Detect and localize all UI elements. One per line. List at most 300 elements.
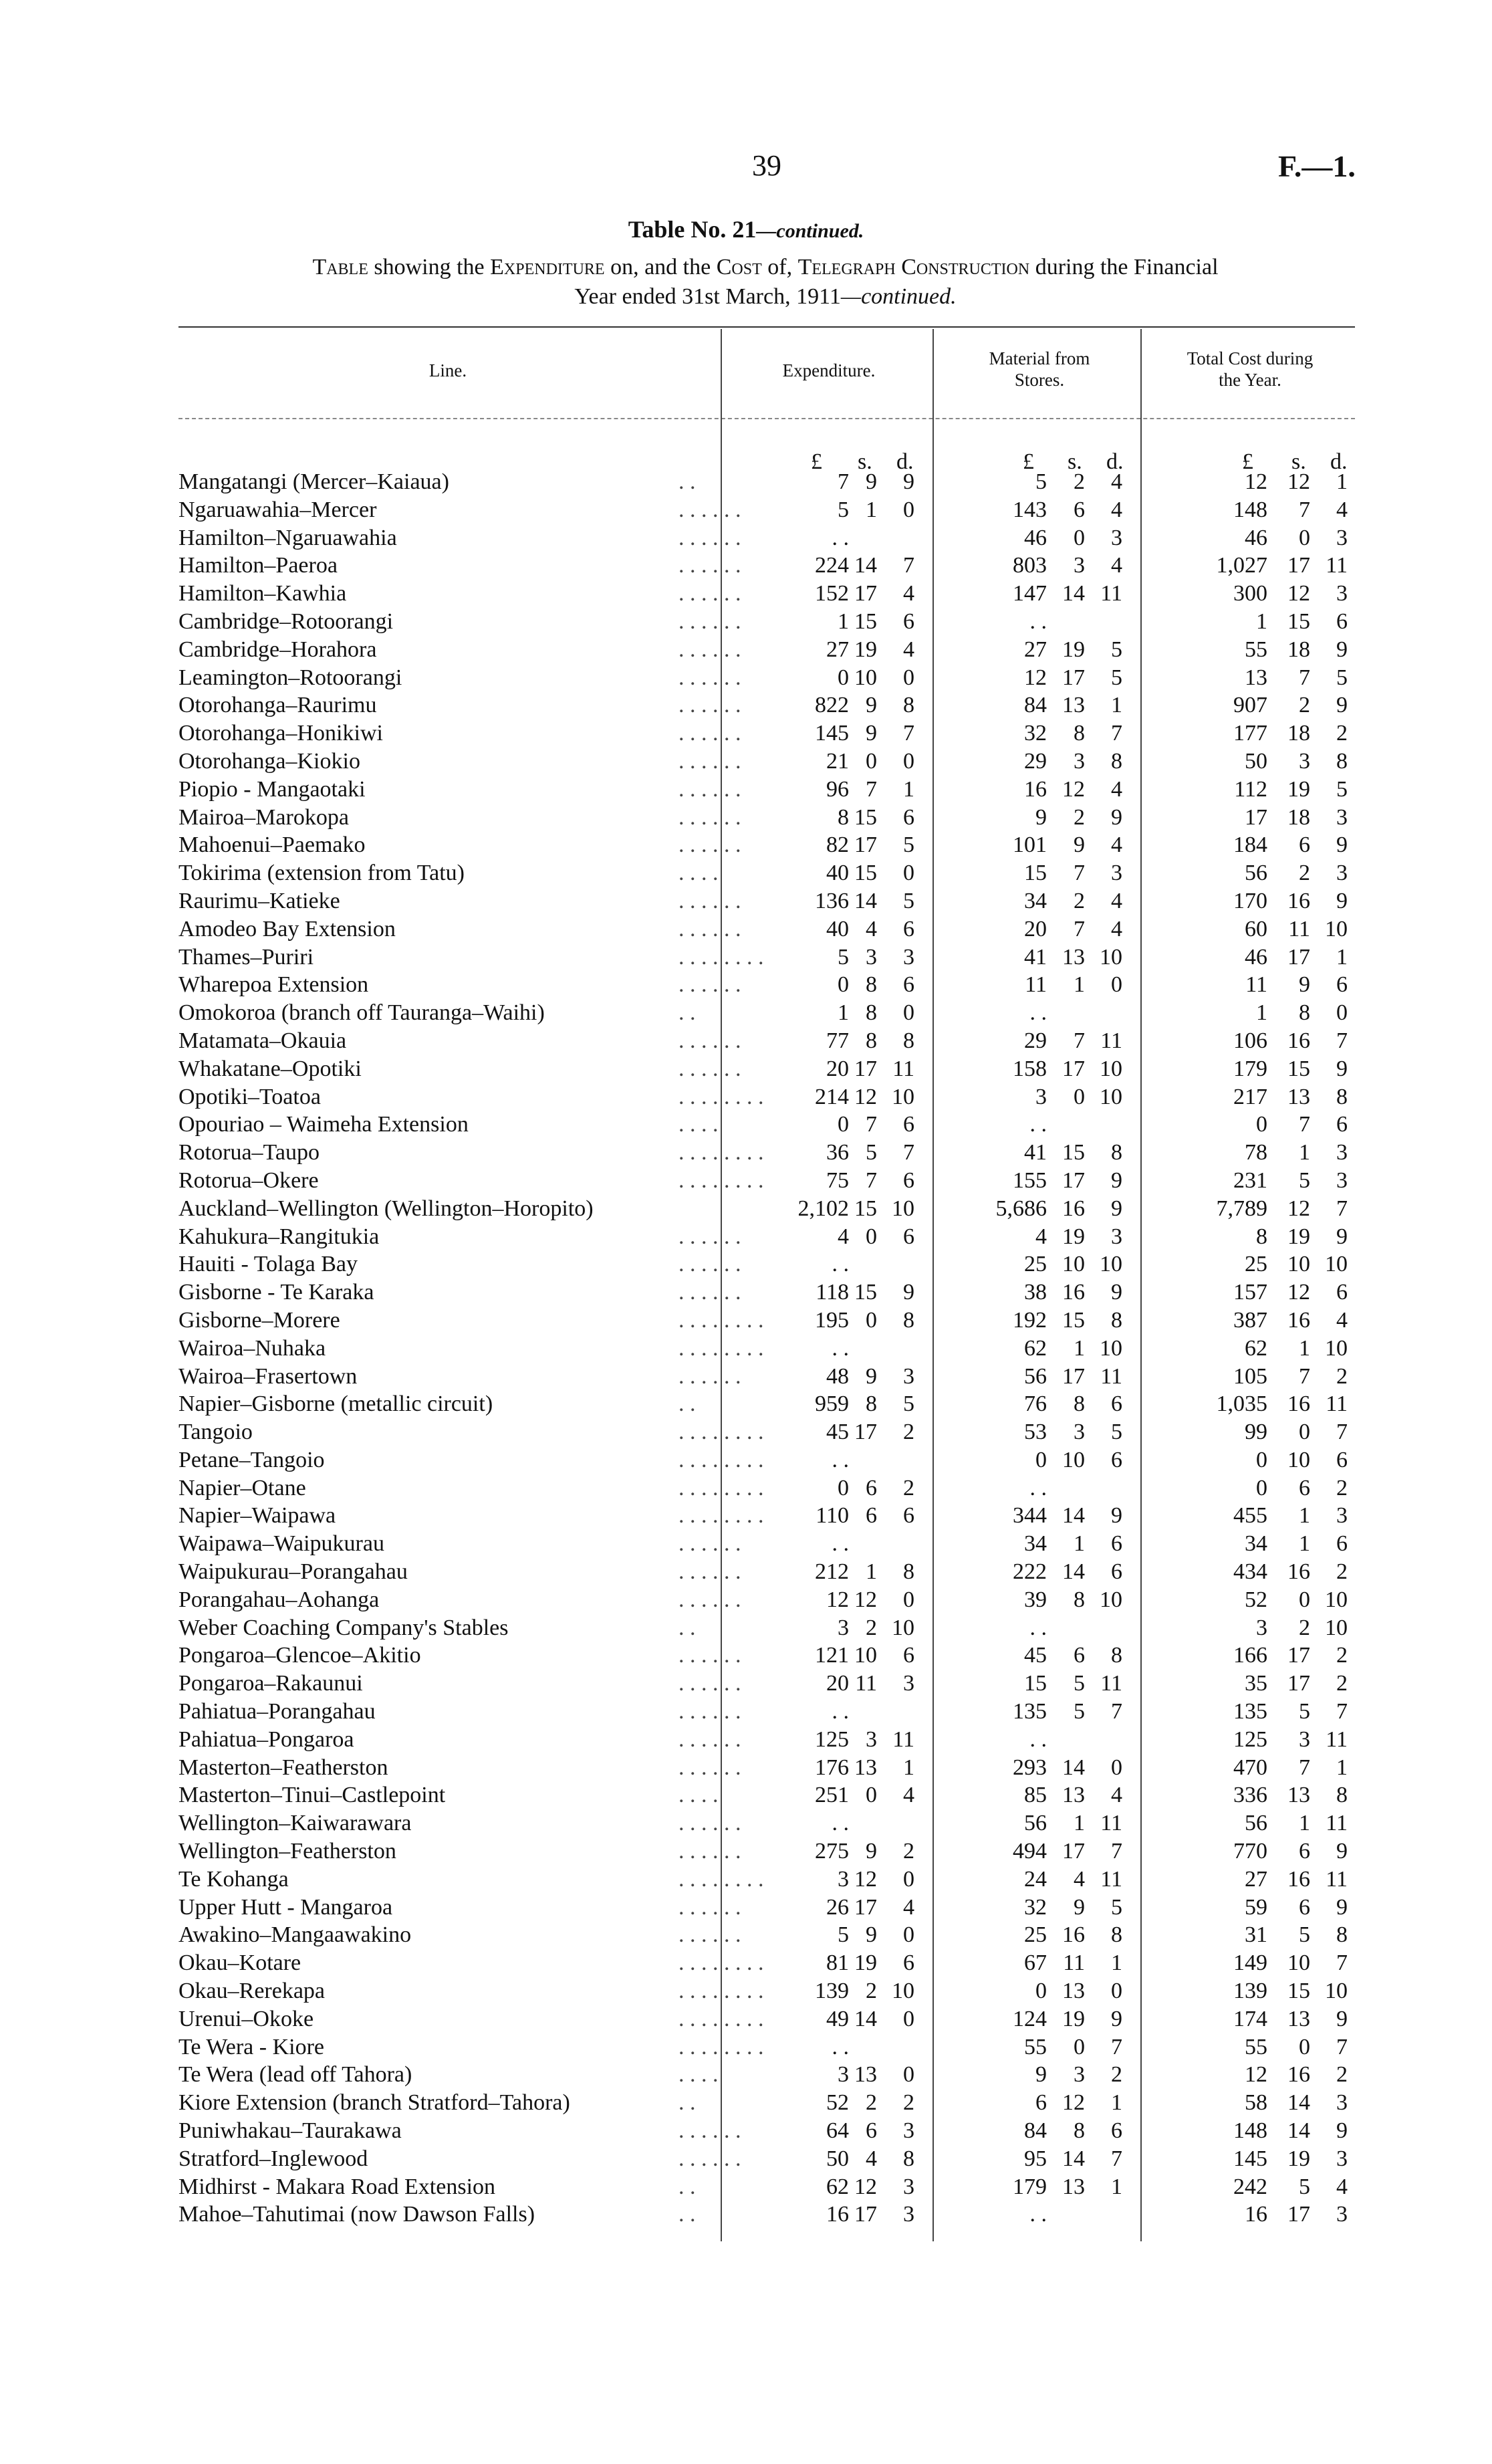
expenditure-pence: 3 (903, 2118, 914, 2144)
expenditure-pounds: 118 (816, 1280, 849, 1305)
expenditure-shillings: 15 (854, 1280, 877, 1305)
total-shillings: 1 (1299, 1531, 1310, 1557)
material-pounds: . . (1029, 1726, 1047, 1752)
leader-dots: . . . . . . . . (678, 2034, 764, 2059)
total-pence: 2 (1336, 721, 1348, 746)
currency-pence: d. (896, 449, 914, 474)
material-pounds: 29 (1024, 1028, 1047, 1053)
total-pounds: 1 (1256, 608, 1267, 634)
leader-dots: . . . . . . (678, 553, 741, 578)
expenditure-pence: 0 (903, 1000, 914, 1026)
line-name: Weber Coaching Company's Stables (178, 1615, 509, 1640)
expenditure-pence: 6 (903, 1112, 914, 1137)
total-pence: 9 (1336, 1056, 1348, 1081)
total-pence: 7 (1336, 1699, 1348, 1724)
expenditure-shillings: 7 (866, 1112, 877, 1137)
material-pounds: 39 (1024, 1587, 1047, 1612)
expenditure-pounds: 1 (838, 608, 849, 634)
expenditure-shillings: 1 (866, 497, 877, 522)
total-pence: 8 (1336, 1922, 1348, 1948)
total-shillings: 10 (1287, 1252, 1310, 1277)
line-name: Te Wera - Kiore (178, 2034, 324, 2059)
table-row (0, 636, 1492, 664)
total-pence: 3 (1336, 861, 1348, 886)
total-pence: 2 (1336, 1363, 1348, 1389)
total-pence: 6 (1336, 1280, 1348, 1305)
total-shillings: 6 (1299, 832, 1310, 858)
total-pence: 11 (1326, 1811, 1348, 1836)
material-pounds: 3 (1035, 1084, 1047, 1109)
heading-part: Table (312, 255, 368, 279)
material-shillings: 11 (1063, 1950, 1085, 1976)
column-header-material (943, 348, 1136, 390)
expenditure-pence: 7 (903, 721, 914, 746)
material-pounds: 192 (1013, 1307, 1047, 1333)
expenditure-shillings: 17 (854, 1056, 877, 1081)
leader-dots: . . . . (678, 1112, 719, 1137)
line-name: Petane–Tangoio (178, 1447, 325, 1472)
leader-dots: . . . . . . . . (678, 1167, 764, 1193)
material-pounds: 27 (1024, 637, 1047, 662)
expenditure-pence: 4 (903, 1894, 914, 1920)
total-pence: 9 (1336, 693, 1348, 718)
material-pounds: 32 (1024, 721, 1047, 746)
total-pence: 9 (1336, 2118, 1348, 2144)
material-shillings: 14 (1062, 1559, 1085, 1585)
line-name: Mangatangi (Mercer–Kaiaua) (178, 469, 449, 494)
expenditure-pounds: 5 (838, 944, 849, 970)
currency-shillings: s. (1068, 449, 1082, 474)
line-name: Auckland–Wellington (Wellington–Horopito) (178, 1196, 594, 1221)
material-shillings: 4 (1074, 1866, 1085, 1892)
heading-part: during the Financial (1029, 255, 1219, 279)
expenditure-pence: 11 (892, 1726, 914, 1752)
leader-dots: . . (678, 469, 696, 494)
leader-dots: . . . . . . (678, 1280, 741, 1305)
line-name: Hamilton–Ngaruawahia (178, 525, 397, 550)
expenditure-shillings: 9 (866, 469, 877, 494)
table-row (0, 1642, 1492, 1670)
total-pence: 11 (1326, 1726, 1348, 1752)
expenditure-shillings: 8 (866, 1000, 877, 1026)
expenditure-pence: 9 (903, 469, 914, 494)
line-name: Mahoenui–Paemako (178, 832, 366, 858)
material-pounds: 143 (1013, 497, 1047, 522)
leader-dots: . . . . . . (678, 1559, 741, 1585)
expenditure-pounds: 251 (815, 1783, 849, 1808)
expenditure-pence: 0 (903, 1587, 914, 1612)
total-pounds: 35 (1245, 1671, 1267, 1696)
total-pence: 3 (1336, 2202, 1348, 2227)
expenditure-pounds: . . (832, 2034, 849, 2059)
line-name: Masterton–Featherston (178, 1755, 388, 1780)
expenditure-pounds: 3 (838, 1615, 849, 1640)
leader-dots: . . . . . . (678, 1028, 741, 1053)
total-shillings: 14 (1287, 2090, 1310, 2116)
material-pence: 5 (1111, 1420, 1122, 1445)
material-pounds: 12 (1024, 665, 1047, 690)
leader-dots: . . . . . . (678, 888, 741, 913)
table-row (0, 1781, 1492, 1809)
table-row (0, 2033, 1492, 2061)
total-shillings: 11 (1288, 916, 1310, 941)
leader-dots: . . . . . . . . (678, 1335, 764, 1361)
expenditure-pounds: 3 (838, 2062, 849, 2088)
leader-dots: . . . . (678, 861, 719, 886)
material-shillings: 9 (1074, 1894, 1085, 1920)
expenditure-pounds: 45 (826, 1420, 849, 1445)
material-pounds: . . (1029, 1000, 1047, 1026)
total-pence: 2 (1336, 1643, 1348, 1668)
currency-pound: £ (811, 449, 822, 474)
total-pounds: 99 (1245, 1420, 1267, 1445)
material-pounds: . . (1029, 1475, 1047, 1500)
expenditure-pence: 2 (903, 1839, 914, 1864)
total-pounds: 12 (1245, 2062, 1267, 2088)
line-name: Okau–Kotare (178, 1950, 301, 1976)
table-row (0, 552, 1492, 580)
table-row (0, 748, 1492, 776)
total-shillings: 1 (1299, 1811, 1310, 1836)
total-pence: 9 (1336, 1224, 1348, 1249)
expenditure-shillings: 12 (854, 1587, 877, 1612)
material-shillings: 6 (1074, 497, 1085, 522)
table-row (0, 1809, 1492, 1837)
table-row (0, 999, 1492, 1027)
total-shillings: 19 (1287, 1224, 1310, 1249)
material-pence: 9 (1111, 1503, 1122, 1529)
expenditure-shillings: 2 (866, 2090, 877, 2116)
expenditure-pounds: 52 (826, 2090, 849, 2116)
material-shillings: 13 (1062, 693, 1085, 718)
material-pounds: 16 (1024, 776, 1047, 802)
material-pounds: 29 (1024, 748, 1047, 774)
expenditure-pounds: 82 (826, 832, 849, 858)
line-name: Whakatane–Opotiki (178, 1056, 362, 1081)
total-shillings: 16 (1287, 1866, 1310, 1892)
expenditure-shillings: 13 (854, 2062, 877, 2088)
total-shillings: 18 (1287, 804, 1310, 830)
expenditure-pounds: 959 (815, 1391, 849, 1417)
table-row (0, 1139, 1492, 1167)
material-shillings: 17 (1062, 1363, 1085, 1389)
total-shillings: 6 (1299, 1839, 1310, 1864)
total-pence: 8 (1336, 748, 1348, 774)
expenditure-shillings: 7 (866, 776, 877, 802)
expenditure-shillings: 6 (866, 1503, 877, 1529)
leader-dots: . . . . (678, 1783, 719, 1808)
line-name: Gisborne - Te Karaka (178, 1280, 374, 1305)
table-title-suffix: —continued. (756, 220, 864, 242)
expenditure-pence: 3 (903, 2202, 914, 2227)
expenditure-pence: 2 (903, 1475, 914, 1500)
heading-part: on, and the (604, 255, 717, 279)
expenditure-shillings: 5 (866, 1140, 877, 1165)
material-pence: 4 (1111, 832, 1122, 858)
expenditure-pounds: 822 (815, 693, 849, 718)
leader-dots: . . . . . . (678, 804, 741, 830)
leader-dots: . . . . . . . . (678, 1084, 764, 1109)
total-shillings: 19 (1287, 2146, 1310, 2171)
line-name: Upper Hutt - Mangaroa (178, 1894, 393, 1920)
total-pounds: 112 (1234, 776, 1267, 802)
expenditure-pence: 0 (903, 861, 914, 886)
table-row (0, 1055, 1492, 1083)
material-shillings: 0 (1074, 525, 1085, 550)
table-row (0, 1726, 1492, 1754)
total-pounds: 1 (1256, 1000, 1267, 1026)
material-pounds: 293 (1013, 1755, 1047, 1780)
material-pounds: 76 (1024, 1391, 1047, 1417)
expenditure-pence: 0 (903, 1866, 914, 1892)
expenditure-shillings: 17 (854, 2202, 877, 2227)
material-shillings: 3 (1074, 1420, 1085, 1445)
material-shillings: 7 (1074, 1028, 1085, 1053)
line-name: Cambridge–Rotoorangi (178, 608, 394, 634)
expenditure-pence: 3 (903, 1363, 914, 1389)
expenditure-pounds: . . (832, 1252, 849, 1277)
leader-dots: . . . . . . . . (678, 1447, 764, 1472)
expenditure-pounds: 77 (826, 1028, 849, 1053)
table-row (0, 887, 1492, 915)
material-shillings: 10 (1062, 1252, 1085, 1277)
leader-dots: . . . . . . (678, 721, 741, 746)
expenditure-pounds: 49 (826, 2006, 849, 2031)
line-name: Wellington–Kaiwarawara (178, 1811, 412, 1836)
line-name: Pahiatua–Pongaroa (178, 1726, 354, 1752)
material-pence: 4 (1111, 776, 1122, 802)
expenditure-pounds: 3 (838, 1866, 849, 1892)
material-pounds: 56 (1024, 1811, 1047, 1836)
leader-dots: . . . . . . . . (678, 1979, 764, 2004)
total-shillings: 12 (1287, 1196, 1310, 1221)
line-name: Gisborne–Morere (178, 1307, 340, 1333)
expenditure-pounds: 136 (815, 888, 849, 913)
total-shillings: 17 (1287, 553, 1310, 578)
expenditure-pence: 10 (892, 1196, 914, 1221)
expenditure-pounds: . . (832, 1335, 849, 1361)
currency-pound: £ (1023, 449, 1034, 474)
line-name: Te Wera (lead off Tahora) (178, 2062, 412, 2088)
total-pounds: 31 (1245, 1922, 1267, 1948)
line-name: Mairoa–Marokopa (178, 804, 349, 830)
expenditure-pence: 6 (903, 916, 914, 941)
expenditure-pounds: . . (832, 1699, 849, 1724)
table-row (0, 1698, 1492, 1726)
material-pence: 10 (1100, 1335, 1122, 1361)
total-pence: 11 (1326, 1866, 1348, 1892)
table-row (0, 1418, 1492, 1446)
expenditure-shillings: 8 (866, 972, 877, 998)
material-pence: 9 (1111, 1280, 1122, 1305)
table-row (0, 1027, 1492, 1055)
total-shillings: 0 (1299, 1587, 1310, 1612)
line-name: Porangahau–Aohanga (178, 1587, 380, 1612)
expenditure-pence: 9 (903, 1280, 914, 1305)
total-shillings: 18 (1287, 721, 1310, 746)
line-name: Omokoroa (branch off Tauranga–Waihi) (178, 1000, 545, 1026)
expenditure-pence: 0 (903, 497, 914, 522)
material-pence: 0 (1111, 972, 1122, 998)
total-shillings: 13 (1287, 2006, 1310, 2031)
total-pounds: 434 (1233, 1559, 1267, 1585)
total-pence: 9 (1336, 2006, 1348, 2031)
material-shillings: 9 (1074, 832, 1085, 858)
total-pounds: 1,027 (1216, 553, 1267, 578)
total-pence: 0 (1336, 1000, 1348, 1026)
expenditure-pounds: 40 (826, 916, 849, 941)
total-pence: 10 (1325, 1979, 1348, 2004)
expenditure-shillings: 14 (854, 553, 877, 578)
total-pence: 2 (1336, 2062, 1348, 2088)
expenditure-pence: 0 (903, 665, 914, 690)
expenditure-pence: 2 (903, 2090, 914, 2116)
material-shillings: 16 (1062, 1280, 1085, 1305)
material-shillings: 1 (1074, 972, 1085, 998)
material-pounds: 4 (1035, 1224, 1047, 1249)
header-text: Material from (989, 348, 1090, 368)
expenditure-pence: 11 (892, 1056, 914, 1081)
expenditure-shillings: 0 (866, 1783, 877, 1808)
total-shillings: 17 (1287, 2202, 1310, 2227)
table-row (0, 468, 1492, 496)
column-header-total (1146, 348, 1354, 390)
table-row (0, 859, 1492, 887)
total-pence: 3 (1336, 804, 1348, 830)
total-shillings: 8 (1299, 1000, 1310, 1026)
total-pounds: 50 (1245, 748, 1267, 774)
table-row (0, 1586, 1492, 1614)
expenditure-pounds: 48 (826, 1363, 849, 1389)
material-pence: 7 (1111, 1699, 1122, 1724)
expenditure-shillings: 9 (866, 1363, 877, 1389)
total-pence: 7 (1336, 1420, 1348, 1445)
material-pounds: 11 (1025, 972, 1047, 998)
line-name: Okau–Rerekapa (178, 1979, 326, 2004)
table-row (0, 1111, 1492, 1139)
line-name: Stratford–Inglewood (178, 2146, 368, 2171)
expenditure-pounds: 20 (826, 1056, 849, 1081)
total-pounds: 106 (1233, 1028, 1267, 1053)
material-pence: 3 (1111, 525, 1122, 550)
expenditure-pence: 3 (903, 1671, 914, 1696)
expenditure-pounds: . . (832, 1531, 849, 1557)
material-shillings: 6 (1074, 1643, 1085, 1668)
leader-dots: . . . . . . (678, 1755, 741, 1780)
total-pounds: 55 (1245, 637, 1267, 662)
total-pounds: 177 (1233, 721, 1267, 746)
table-row (0, 915, 1492, 943)
total-shillings: 2 (1299, 693, 1310, 718)
total-shillings: 12 (1287, 1280, 1310, 1305)
material-pence: 8 (1111, 1922, 1122, 1948)
material-shillings: 10 (1062, 1447, 1085, 1472)
total-pounds: 455 (1233, 1503, 1267, 1529)
leader-dots: . . . . . . (678, 1894, 741, 1920)
expenditure-pence: 6 (903, 1224, 914, 1249)
heading-part: —continued. (840, 284, 957, 309)
expenditure-pence: 1 (903, 776, 914, 802)
total-shillings: 16 (1287, 2062, 1310, 2088)
expenditure-shillings: 9 (866, 721, 877, 746)
material-shillings: 1 (1074, 1335, 1085, 1361)
line-name: Puniwhakau–Taurakawa (178, 2118, 402, 2144)
total-pounds: 179 (1233, 1056, 1267, 1081)
total-pounds: 148 (1233, 2118, 1267, 2144)
expenditure-pounds: 212 (815, 1559, 849, 1585)
line-name: Pahiatua–Porangahau (178, 1699, 376, 1724)
material-shillings: 17 (1062, 1056, 1085, 1081)
expenditure-pence: 6 (903, 804, 914, 830)
expenditure-shillings: 12 (854, 1866, 877, 1892)
expenditure-pence: 1 (903, 1755, 914, 1780)
expenditure-pounds: 12 (826, 1587, 849, 1612)
material-pounds: 803 (1013, 553, 1047, 578)
expenditure-pounds: 0 (838, 972, 849, 998)
expenditure-pence: 0 (903, 2062, 914, 2088)
table-title-text: Table No. 21 (628, 216, 757, 243)
expenditure-pounds: 27 (826, 637, 849, 662)
material-pounds: 53 (1024, 1420, 1047, 1445)
leader-dots: . . . . . . (678, 693, 741, 718)
material-shillings: 3 (1074, 553, 1085, 578)
total-shillings: 13 (1287, 1783, 1310, 1808)
material-shillings: 3 (1074, 748, 1085, 774)
material-pence: 10 (1100, 1252, 1122, 1277)
column-header-line: Line. (428, 360, 467, 380)
total-pence: 5 (1336, 776, 1348, 802)
material-pounds: 344 (1013, 1503, 1047, 1529)
total-pence: 3 (1336, 581, 1348, 606)
expenditure-shillings: 17 (854, 1420, 877, 1445)
material-shillings: 2 (1074, 469, 1085, 494)
leader-dots: . . . . . . (678, 1922, 741, 1948)
total-pounds: 8 (1256, 1224, 1267, 1249)
currency-shillings: s. (1291, 449, 1306, 474)
total-shillings: 2 (1299, 861, 1310, 886)
expenditure-pence: 3 (903, 2174, 914, 2199)
material-shillings: 19 (1062, 637, 1085, 662)
material-shillings: 5 (1074, 1671, 1085, 1696)
total-pounds: 58 (1245, 2090, 1267, 2116)
expenditure-pounds: 139 (815, 1979, 849, 2004)
total-pence: 9 (1336, 832, 1348, 858)
material-pence: 8 (1111, 748, 1122, 774)
total-shillings: 7 (1299, 1363, 1310, 1389)
table-row (0, 2173, 1492, 2201)
expenditure-shillings: 19 (854, 1950, 877, 1976)
line-name: Ngaruawahia–Mercer (178, 497, 377, 522)
heading-line-2 (180, 282, 1350, 312)
total-pence: 3 (1336, 1503, 1348, 1529)
material-pence: 0 (1111, 1979, 1122, 2004)
total-pounds: 60 (1245, 916, 1267, 941)
leader-dots: . . (678, 1000, 696, 1026)
table-row (0, 1390, 1492, 1418)
expenditure-shillings: 2 (866, 1615, 877, 1640)
leader-dots: . . . . . . (678, 972, 741, 998)
total-pence: 1 (1336, 1755, 1348, 1780)
total-shillings: 5 (1299, 1699, 1310, 1724)
expenditure-shillings: 14 (854, 2006, 877, 2031)
total-shillings: 16 (1287, 1559, 1310, 1585)
table-row (0, 831, 1492, 859)
material-pounds: 41 (1024, 944, 1047, 970)
line-name: Rotorua–Taupo (178, 1140, 320, 1165)
material-shillings: 0 (1074, 2034, 1085, 2059)
table-body (0, 468, 1492, 2229)
expenditure-shillings: 3 (866, 944, 877, 970)
